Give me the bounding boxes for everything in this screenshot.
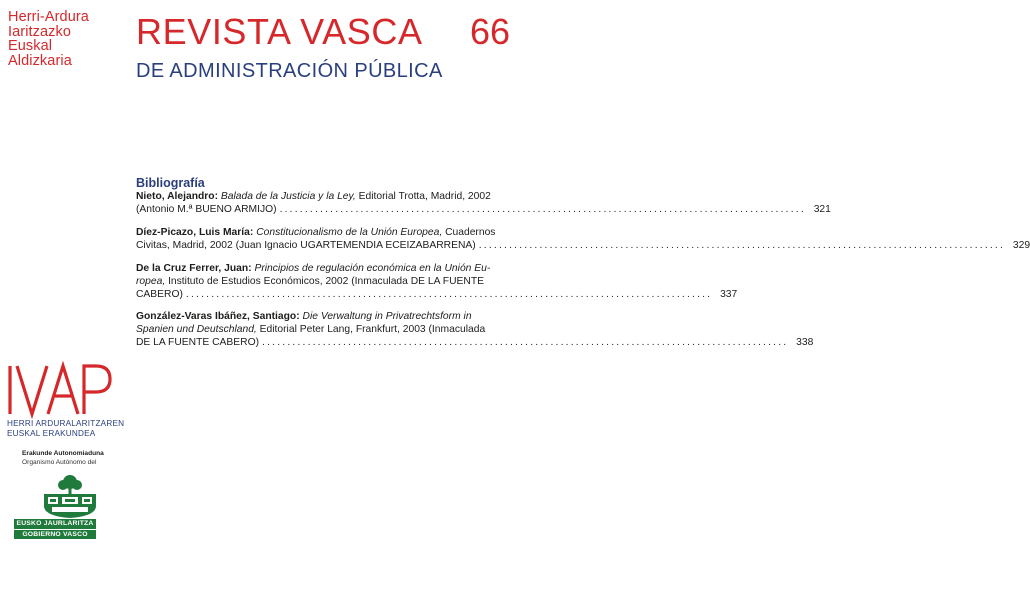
entry-last-line bbox=[136, 336, 814, 349]
bibliography-entry bbox=[136, 262, 738, 302]
ivap-organization-name bbox=[7, 419, 124, 438]
dot-leader: ........................................................................................................ bbox=[262, 337, 789, 349]
entry-line bbox=[136, 323, 518, 336]
basque-title-line: Euskal bbox=[8, 38, 53, 54]
basque-government-emblem-icon bbox=[36, 474, 104, 518]
entry-line bbox=[136, 275, 518, 288]
entry-page-number: 338 bbox=[796, 337, 814, 349]
org-name-line: EUSKAL ERAKUNDEA bbox=[7, 428, 96, 438]
entry-publisher: Editorial Peter Lang, Frankfurt, 2003 (Inmaculada bbox=[256, 324, 486, 336]
entry-title: Die Verwaltung in Privatrechtsform in bbox=[302, 311, 472, 322]
bibliography-entry bbox=[136, 310, 814, 350]
entry-title: ropea, bbox=[136, 276, 166, 288]
entry-page-number: 337 bbox=[720, 289, 738, 301]
issue-number: 66 bbox=[470, 11, 511, 52]
entry-line bbox=[136, 262, 518, 275]
ivap-logo bbox=[4, 362, 114, 418]
entry-line bbox=[136, 226, 518, 239]
gov-badge-line: EUSKO JAURLARITZA bbox=[16, 520, 94, 527]
entry-reviewer: DE LA FUENTE CABERO) bbox=[136, 337, 260, 349]
dot-leader: ........................................................................................................ bbox=[185, 289, 713, 301]
bibliography-entry bbox=[136, 226, 1030, 252]
entry-author: Díez-Picazo, Luis María: bbox=[136, 227, 254, 238]
entry-line bbox=[136, 310, 518, 323]
entry-title: Spanien und Deutschland, bbox=[136, 324, 257, 336]
org-note-line: Erakunde Autonomiaduna bbox=[22, 450, 104, 457]
gov-badge-line: GOBIERNO VASCO bbox=[14, 529, 96, 540]
entry-publisher: Cuadernos bbox=[442, 227, 496, 238]
entry-publisher: Editorial Trotta, Madrid, 2002 bbox=[355, 191, 491, 202]
entry-author: De la Cruz Ferrer, Juan: bbox=[136, 263, 252, 274]
org-name-line: HERRI ARDURALARITZAREN bbox=[7, 419, 125, 428]
entry-line bbox=[136, 190, 518, 203]
basque-title-line: Iaritzazko bbox=[8, 23, 72, 40]
journal-subtitle: DE ADMINISTRACIÓN PÚBLICA bbox=[136, 60, 443, 82]
entry-title: Constitucionalismo de la Unión Europea, bbox=[256, 227, 443, 238]
basque-journal-title bbox=[8, 10, 89, 68]
entry-last-line bbox=[136, 239, 1030, 252]
entry-last-line bbox=[136, 203, 831, 216]
basque-title-line: Aldizkaria bbox=[8, 52, 72, 69]
entry-title: Balada de la Justicia y la Ley, bbox=[220, 191, 356, 202]
journal-title: REVISTA VASCA bbox=[136, 11, 423, 52]
entry-reviewer: CABERO) bbox=[136, 289, 183, 301]
entry-author: Nieto, Alejandro: bbox=[136, 191, 218, 202]
entry-page-number: 321 bbox=[813, 204, 831, 216]
entry-publisher: Instituto de Estudios Económicos, 2002 (Inmaculada DE LA FUENTE bbox=[165, 276, 484, 288]
dot-leader: ........................................................................................................ bbox=[279, 204, 806, 216]
entry-page-number: 329 bbox=[1012, 240, 1030, 252]
entry-reviewer: Civitas, Madrid, 2002 (Juan Ignacio UGARTEMENDIA ECEIZABARRENA) bbox=[136, 240, 476, 252]
org-note-line: Organismo Autónomo del bbox=[22, 458, 97, 466]
basque-title-line: Herri-Ardura bbox=[8, 9, 89, 25]
section-heading: Bibliografía bbox=[136, 176, 205, 190]
entry-title: Principios de regulación económica en la Unión Eu- bbox=[254, 263, 491, 274]
entry-last-line bbox=[136, 288, 738, 301]
autonomous-body-note bbox=[22, 450, 104, 468]
entry-author: González-Varas Ibáñez, Santiago: bbox=[136, 311, 300, 322]
bibliography-entry bbox=[136, 190, 831, 216]
basque-government-badge bbox=[14, 519, 96, 539]
dot-leader: ........................................................................................................ bbox=[478, 240, 1006, 252]
entry-reviewer: (Antonio M.ª BUENO ARMIJO) bbox=[136, 204, 277, 216]
